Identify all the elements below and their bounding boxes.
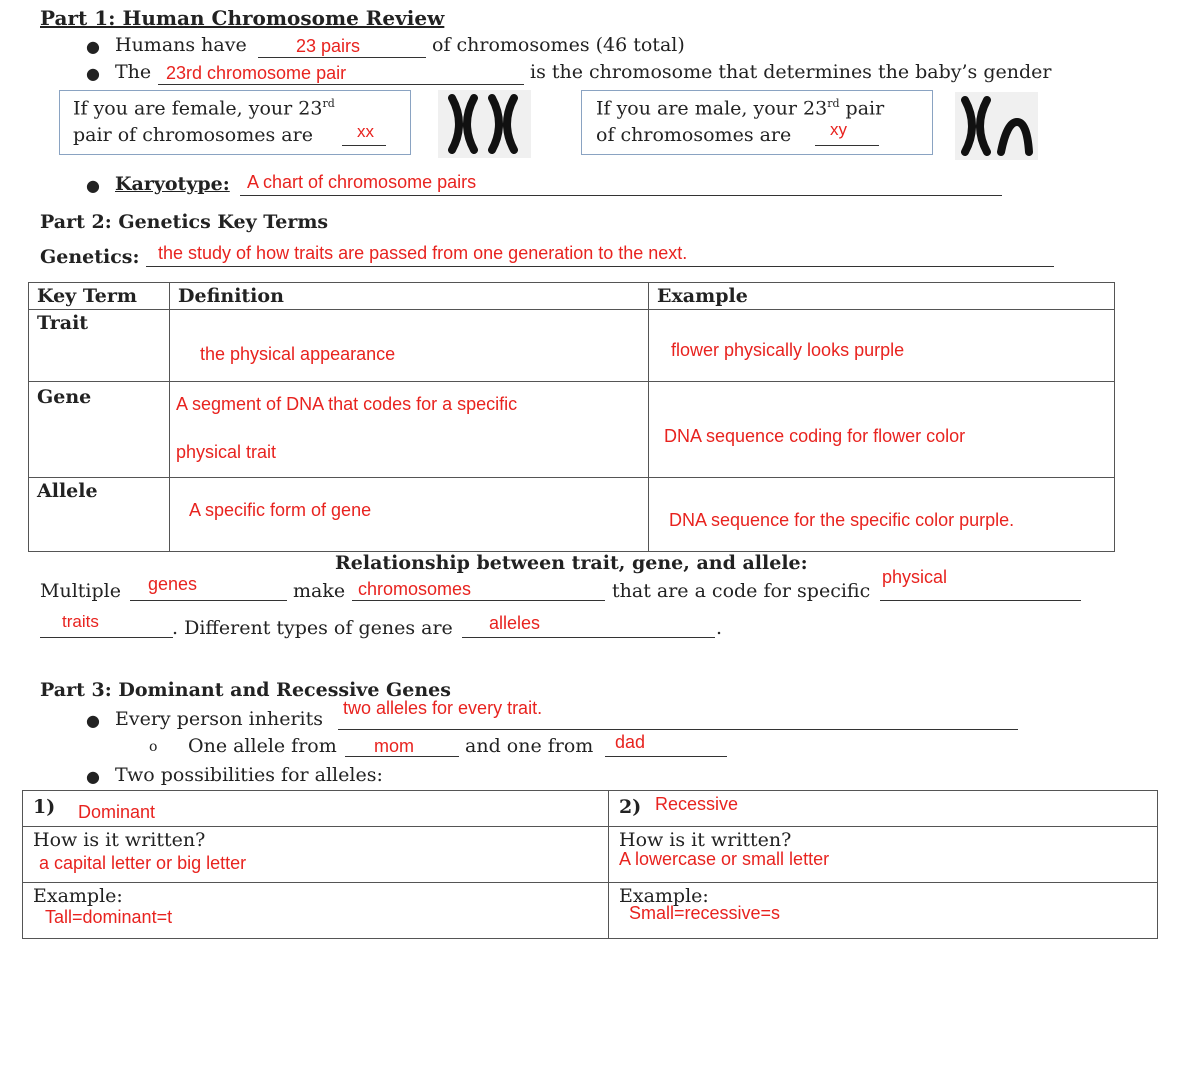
answer-line	[815, 145, 879, 146]
rel-different: . Different types of genes are	[172, 617, 453, 639]
q2-answer: 23rd chromosome pair	[166, 63, 347, 83]
part1-heading: Part 1: Human Chromosome Review	[40, 6, 445, 30]
rel-end: .	[716, 617, 723, 639]
answer-line	[158, 84, 524, 85]
answer-line	[352, 600, 605, 601]
alleles-table	[22, 790, 1158, 939]
example-trait: flower physically looks purple	[671, 340, 905, 360]
bullet: ●	[86, 767, 100, 786]
one-allele-answer: mom	[374, 736, 414, 756]
male-line2: of chromosomes are	[596, 124, 792, 146]
answer-line	[462, 637, 715, 638]
example-allele: DNA sequence for the specific color purple.	[669, 510, 1015, 530]
table-row	[29, 382, 1115, 478]
female-line2: pair of chromosomes are	[73, 124, 313, 146]
definition-gene: A segment of DNA that codes for a specific	[176, 394, 518, 414]
col2-answer: Recessive	[655, 794, 739, 814]
answer-line	[338, 729, 1018, 730]
male-box	[581, 90, 933, 155]
karyotype-label: Karyotype:	[115, 173, 230, 195]
and-one-answer: dad	[615, 732, 646, 752]
genetics-answer: the study of how traits are passed from one generation to the next.	[158, 243, 688, 263]
male-answer: xy	[830, 120, 847, 139]
q2-suffix: is the chromosome that determines the baby’s gender	[530, 61, 1052, 83]
col1-written: a capital letter or big letter	[39, 853, 247, 873]
part2-heading: Part 2: Genetics Key Terms	[40, 211, 329, 233]
col2-example: Small=recessive=s	[629, 903, 781, 923]
rel-answer-traits: traits	[62, 612, 99, 631]
bullet: ●	[86, 711, 100, 730]
one-allele-label: One allele from	[188, 735, 337, 757]
answer-line	[605, 756, 727, 757]
answer-line	[880, 600, 1081, 601]
rel-answer-alleles: alleles	[489, 613, 541, 633]
table-row	[29, 478, 1115, 552]
rel-answer-chromosomes: chromosomes	[358, 579, 472, 599]
relationship-heading: Relationship between trait, gene, and allele:	[335, 552, 808, 574]
xy-chromosome-icon	[955, 92, 1038, 160]
inherits-label: Every person inherits	[115, 708, 323, 730]
definition-gene-line2: physical trait	[176, 442, 277, 462]
table-row	[23, 827, 1158, 883]
q1-suffix: of chromosomes (46 total)	[432, 34, 685, 56]
col1-num: 1)	[33, 796, 56, 818]
female-answer: xx	[357, 122, 374, 141]
example-label-1: Example:	[33, 885, 123, 907]
part3-heading: Part 3: Dominant and Recessive Genes	[40, 679, 451, 701]
female-box	[59, 90, 411, 155]
col1-answer: Dominant	[78, 802, 156, 822]
two-possibilities: Two possibilities for alleles:	[115, 764, 383, 786]
bullet: ●	[86, 37, 100, 56]
rel-code: that are a code for specific	[612, 580, 871, 602]
col2-num: 2)	[619, 796, 642, 818]
answer-line	[258, 57, 426, 58]
col2-written: A lowercase or small letter	[619, 849, 830, 869]
genetics-label: Genetics:	[40, 246, 140, 268]
xx-chromosome-icon	[438, 90, 531, 158]
and-one-label: and one from	[465, 735, 594, 757]
rel-multiple: Multiple	[40, 580, 121, 602]
example-gene: DNA sequence coding for flower color	[664, 426, 966, 446]
karyotype-answer: A chart of chromosome pairs	[247, 172, 477, 192]
answer-line	[40, 637, 173, 638]
q1-prefix: Humans have	[115, 34, 247, 56]
female-line1: If you are female, your 23rd	[73, 97, 335, 120]
bullet: ●	[86, 64, 100, 83]
term-allele: Allele	[37, 480, 98, 502]
term-trait: Trait	[37, 312, 89, 334]
example-label-2: Example:	[619, 885, 709, 907]
rel-answer-genes: genes	[148, 574, 198, 594]
key-terms-table	[28, 282, 1115, 552]
term-gene: Gene	[37, 386, 92, 408]
table-row	[23, 883, 1158, 939]
rel-answer-physical: physical	[882, 567, 948, 587]
table-row	[29, 310, 1115, 382]
header-example: Example	[657, 285, 748, 307]
how-written-label-1: How is it written?	[33, 829, 206, 851]
header-key-term: Key Term	[37, 285, 138, 307]
answer-line	[240, 195, 1002, 196]
sub-bullet: o	[149, 739, 158, 755]
header-definition: Definition	[178, 285, 284, 307]
col1-example: Tall=dominant=t	[45, 907, 173, 927]
answer-line	[130, 600, 287, 601]
rel-make: make	[293, 580, 346, 602]
q2-prefix: The	[115, 61, 152, 83]
definition-allele: A specific form of gene	[189, 500, 372, 520]
definition-trait: the physical appearance	[200, 344, 396, 364]
how-written-label-2: How is it written?	[619, 829, 792, 851]
answer-line	[342, 145, 386, 146]
bullet: ●	[86, 176, 100, 195]
male-line1: If you are male, your 23rd pair	[596, 97, 885, 120]
inherits-answer: two alleles for every trait.	[343, 698, 543, 718]
q1-answer: 23 pairs	[296, 36, 361, 56]
table-row	[23, 791, 1158, 827]
answer-line	[146, 266, 1054, 267]
